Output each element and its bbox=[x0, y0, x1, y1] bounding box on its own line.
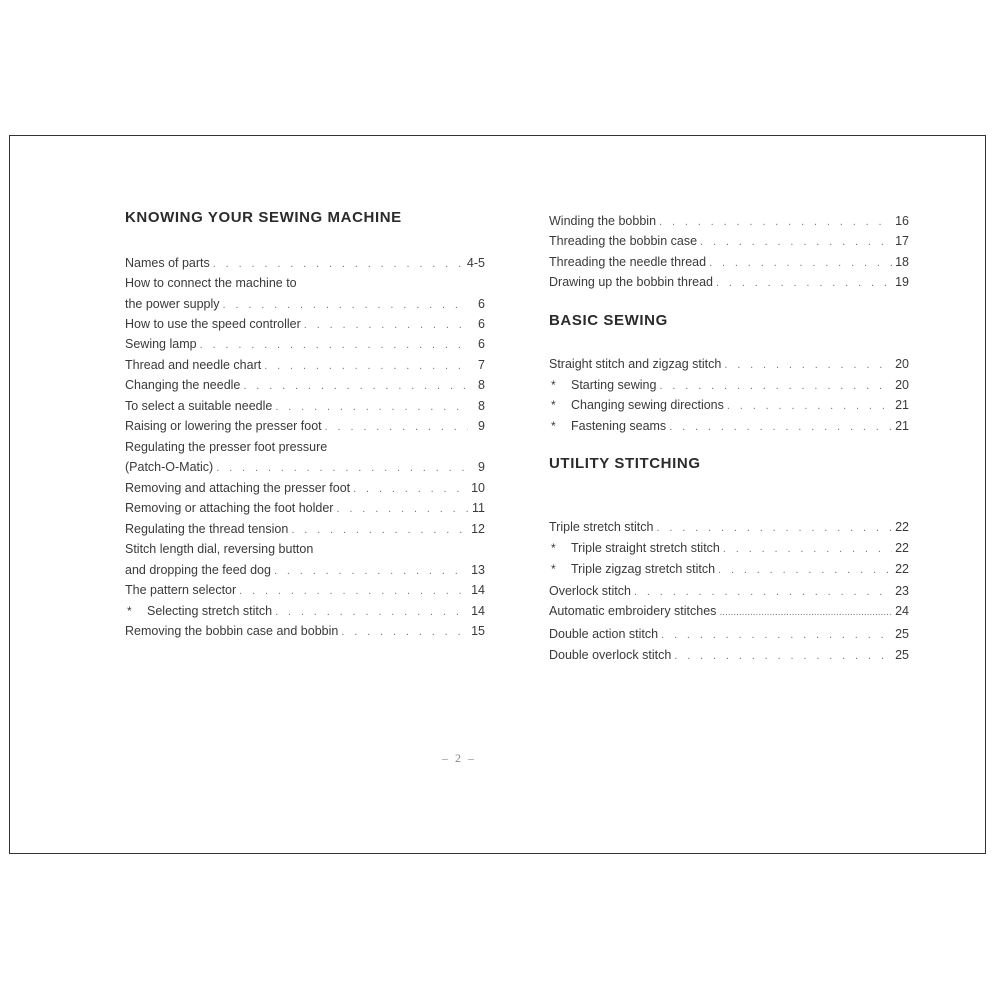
page-number: – 2 – bbox=[442, 751, 476, 765]
toc-entry: To select a suitable needle . . . 8 bbox=[125, 397, 485, 415]
bullet-asterisk: * bbox=[551, 419, 556, 433]
bullet-asterisk: * bbox=[551, 562, 556, 576]
toc-entry: Regulating the presser foot pressure bbox=[125, 440, 328, 454]
manual-page bbox=[9, 135, 986, 854]
bullet-asterisk: * bbox=[551, 398, 556, 412]
toc-entry: Names of parts . . . 4-5 bbox=[125, 254, 485, 272]
toc-entry: How to use the speed controller . . . 6 bbox=[125, 315, 485, 333]
bullet-asterisk: * bbox=[551, 378, 556, 392]
toc-entry: Removing and attaching the presser foot . . . 10 bbox=[125, 479, 485, 497]
toc-entry: Overlock stitch . . . 23 bbox=[549, 582, 909, 600]
toc-entry: Raising or lowering the presser foot . . . 9 bbox=[125, 417, 485, 435]
toc-entry: Winding the bobbin . . . 16 bbox=[549, 212, 909, 230]
toc-entry: (Patch-O-Matic) . . . 9 bbox=[125, 458, 485, 476]
bullet-asterisk: * bbox=[551, 541, 556, 555]
section-heading-knowing-your-machine: KNOWING YOUR SEWING MACHINE bbox=[125, 209, 402, 226]
toc-entry: Threading the needle thread . . . 18 bbox=[549, 253, 909, 271]
toc-entry: Thread and needle chart . . . 7 bbox=[125, 356, 485, 374]
bullet-asterisk: * bbox=[127, 604, 132, 618]
toc-entry: Sewing lamp . . . 6 bbox=[125, 335, 485, 353]
toc-entry: Straight stitch and zigzag stitch . . . 20 bbox=[549, 355, 909, 373]
toc-entry: Double action stitch . . . 25 bbox=[549, 625, 909, 643]
section-heading-utility-stitching: UTILITY STITCHING bbox=[549, 455, 701, 472]
toc-entry: Regulating the thread tension . . . 12 bbox=[125, 520, 485, 538]
toc-entry: Triple stretch stitch . . . 22 bbox=[549, 518, 909, 536]
toc-entry: and dropping the feed dog . . . 13 bbox=[125, 561, 485, 579]
toc-entry: Automatic embroidery stitches ..... 24 bbox=[549, 602, 909, 620]
toc-entry: Drawing up the bobbin thread . . . 19 bbox=[549, 273, 909, 291]
toc-entry: How to connect the machine to bbox=[125, 276, 297, 290]
toc-entry: Double overlock stitch . . . 25 bbox=[549, 646, 909, 664]
toc-entry: The pattern selector . . . 14 bbox=[125, 581, 485, 599]
toc-entry: * Triple zigzag stretch stitch . . . 22 bbox=[549, 560, 909, 578]
toc-entry: * Changing sewing directions . . . 21 bbox=[549, 396, 909, 414]
toc-entry: * Triple straight stretch stitch . . . 22 bbox=[549, 539, 909, 557]
toc-entry: the power supply . . . 6 bbox=[125, 295, 485, 313]
toc-entry: * Starting sewing . . . 20 bbox=[549, 376, 909, 394]
toc-entry: * Fastening seams . . . 21 bbox=[549, 417, 909, 435]
toc-entry: Changing the needle . . . 8 bbox=[125, 376, 485, 394]
toc-entry: * Selecting stretch stitch . . . 14 bbox=[125, 602, 485, 620]
section-heading-basic-sewing: BASIC SEWING bbox=[549, 312, 668, 329]
toc-entry: Threading the bobbin case . . . 17 bbox=[549, 232, 909, 250]
toc-entry: Stitch length dial, reversing button bbox=[125, 542, 314, 556]
toc-entry: Removing or attaching the foot holder . . . 11 bbox=[125, 499, 485, 517]
toc-entry: Removing the bobbin case and bobbin . . . 15 bbox=[125, 622, 485, 640]
